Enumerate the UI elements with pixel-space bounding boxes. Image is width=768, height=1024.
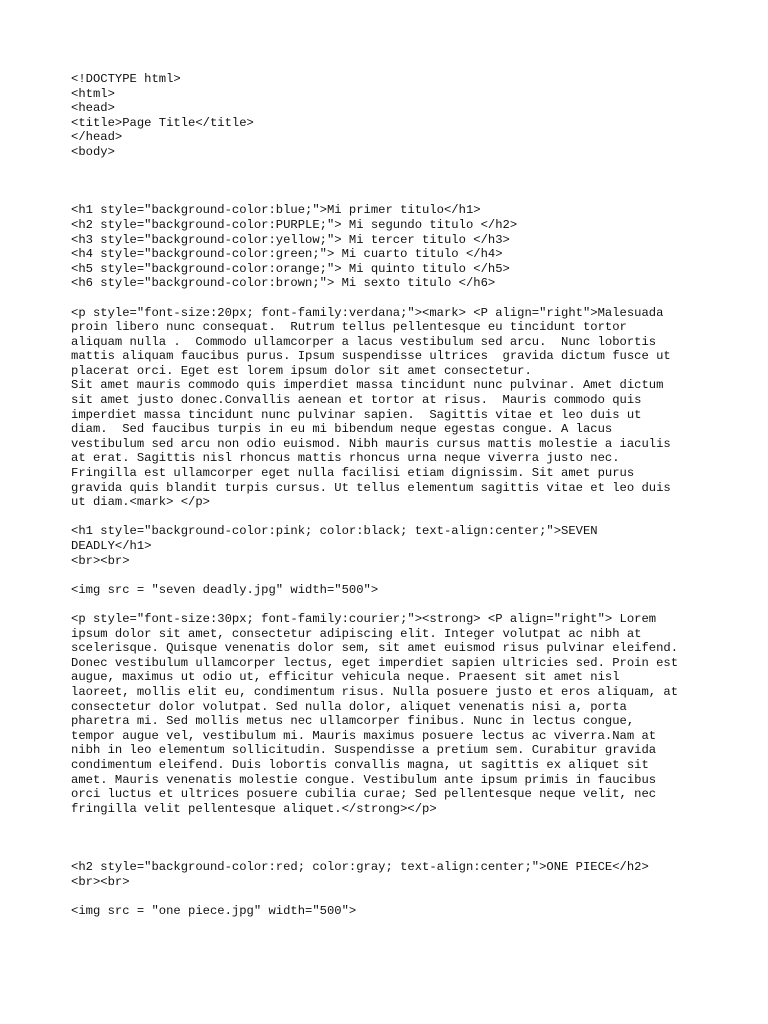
code-line: at erat. Sagittis nisl rhoncus mattis rhoncus urna neque viverra justo nec. xyxy=(71,451,620,466)
blank-line-gap xyxy=(71,889,711,904)
code-line: placerat orci. Eget est lorem ipsum dolor sit amet consectetur. xyxy=(71,363,532,378)
code-block xyxy=(71,72,711,160)
code-line: diam. Sed faucibus turpis in eu mi bibendum neque egestas congue. A lacus xyxy=(71,422,613,437)
code-line: consectetur dolor volutpat. Sed nulla dolor, aliquet venenatis nisi a, porta xyxy=(71,699,627,714)
code-line: condimentum eleifend. Duis lobortis convallis magna, ut sagittis ex aliquet sit xyxy=(71,757,649,772)
code-line: Sit amet mauris commodo quis imperdiet massa tincidunt nunc pulvinar. Amet dictum xyxy=(71,378,664,393)
blank-line-gap xyxy=(71,291,711,306)
code-line: </head> xyxy=(71,130,123,145)
code-line: vestibulum sed arcu non odio euismod. Nibh mauris cursus mattis molestie a iaculis xyxy=(71,436,671,451)
code-line: <h6 style="background-color:brown;"> Mi sexto titulo </h6> xyxy=(71,276,496,291)
code-line: proin libero nunc consequat. Rutrum tellus pellentesque eu tincidunt tortor xyxy=(71,320,627,335)
code-block xyxy=(71,306,711,510)
code-line: <head> xyxy=(71,101,115,116)
code-line: <h1 style="background-color:blue;">Mi primer titulo</h1> xyxy=(71,203,481,218)
code-line: tempor augue vel, vestibulum mi. Mauris maximus posuere lectus ac viverra.Nam at xyxy=(71,728,657,743)
code-line: Fringilla est ullamcorper eget nulla facilisi etiam dignissim. Sit amet purus xyxy=(71,466,635,481)
code-line: aliquam nulla . Commodo ullamcorper a lacus vestibulum sed arcu. Nunc lobortis xyxy=(71,334,657,349)
code-line: nibh in leo elementum sollicitudin. Suspendisse a pretium sem. Curabitur gravida xyxy=(71,743,657,758)
code-block xyxy=(71,612,711,816)
blank-line-gap xyxy=(71,816,711,860)
code-block xyxy=(71,203,711,291)
html-source-listing xyxy=(71,72,711,918)
code-line: <body> xyxy=(71,144,115,159)
code-line: scelerisque. Quisque venenatis dolor sem, sit amet euismod risus pulvinar eleifend. xyxy=(71,641,679,656)
code-line: <title>Page Title</title> xyxy=(71,115,254,130)
code-line: augue, maximus ut odio ut, efficitur vehicula neque. Praesent sit amet nisl xyxy=(71,670,620,685)
code-line: <h1 style="background-color:pink; color:black; text-align:center;">SEVEN xyxy=(71,524,598,539)
blank-line-gap xyxy=(71,160,711,204)
code-line: <h2 style="background-color:PURPLE;"> Mi segundo titulo </h2> xyxy=(71,217,518,232)
code-line: sit amet justo donec.Convallis aenean et tortor at risus. Mauris commodo quis xyxy=(71,393,642,408)
code-block xyxy=(71,583,711,598)
code-line: <html> xyxy=(71,86,115,101)
code-line: fringilla velit pellentesque aliquet.</strong></p> xyxy=(71,801,437,816)
code-line: <img src = "one piece.jpg" width="500"> xyxy=(71,903,357,918)
code-block xyxy=(71,904,711,919)
code-line: ut diam.<mark> </p> xyxy=(71,495,210,510)
code-line: <br><br> xyxy=(71,874,130,889)
code-line: imperdiet massa tincidunt nunc pulvinar sapien. Sagittis vitae et leo duis ut xyxy=(71,407,642,422)
code-line: amet. Mauris venenatis molestie congue. Vestibulum ante ipsum primis in faucibus xyxy=(71,772,657,787)
blank-line-gap xyxy=(71,510,711,525)
code-line: mattis aliquam faucibus purus. Ipsum suspendisse ultrices gravida dictum fusce ut xyxy=(71,349,671,364)
code-line: laoreet, mollis elit eu, condimentum risus. Nulla posuere justo et eros aliquam, at xyxy=(71,684,679,699)
code-line: ipsum dolor sit amet, consectetur adipiscing elit. Integer volutpat ac nibh at xyxy=(71,626,642,641)
code-line: DEADLY</h1> xyxy=(71,539,152,554)
code-line: <!DOCTYPE html> xyxy=(71,72,181,86)
code-line: pharetra mi. Sed mollis metus nec ullamcorper finibus. Nunc in lectus congue, xyxy=(71,714,635,729)
code-line: gravida quis blandit turpis cursus. Ut tellus elementum sagittis vitae et leo duis xyxy=(71,480,671,495)
code-line: orci luctus et ultrices posuere cubilia curae; Sed pellentesque neque velit, nec xyxy=(71,787,657,802)
code-line: <br><br> xyxy=(71,553,130,568)
code-line: <img src = "seven deadly.jpg" width="500"> xyxy=(71,582,379,597)
code-line: Donec vestibulum ullamcorper lectus, eget imperdiet sapien ultricies sed. Proin est xyxy=(71,655,679,670)
code-block xyxy=(71,860,711,889)
blank-line-gap xyxy=(71,568,711,583)
code-line: <h4 style="background-color:green;"> Mi cuarto titulo </h4> xyxy=(71,247,503,262)
code-line: <p style="font-size:20px; font-family:verdana;"><mark> <P align="right">Malesuada xyxy=(71,305,664,320)
code-line: <p style="font-size:30px; font-family:courier;"><strong> <P align="right"> Lorem xyxy=(71,611,657,626)
code-line: <h2 style="background-color:red; color:gray; text-align:center;">ONE PIECE</h2> xyxy=(71,860,649,875)
code-line: <h3 style="background-color:yellow;"> Mi tercer titulo </h3> xyxy=(71,232,510,247)
blank-line-gap xyxy=(71,597,711,612)
code-line: <h5 style="background-color:orange;"> Mi quinto titulo </h5> xyxy=(71,261,510,276)
code-block xyxy=(71,524,711,568)
